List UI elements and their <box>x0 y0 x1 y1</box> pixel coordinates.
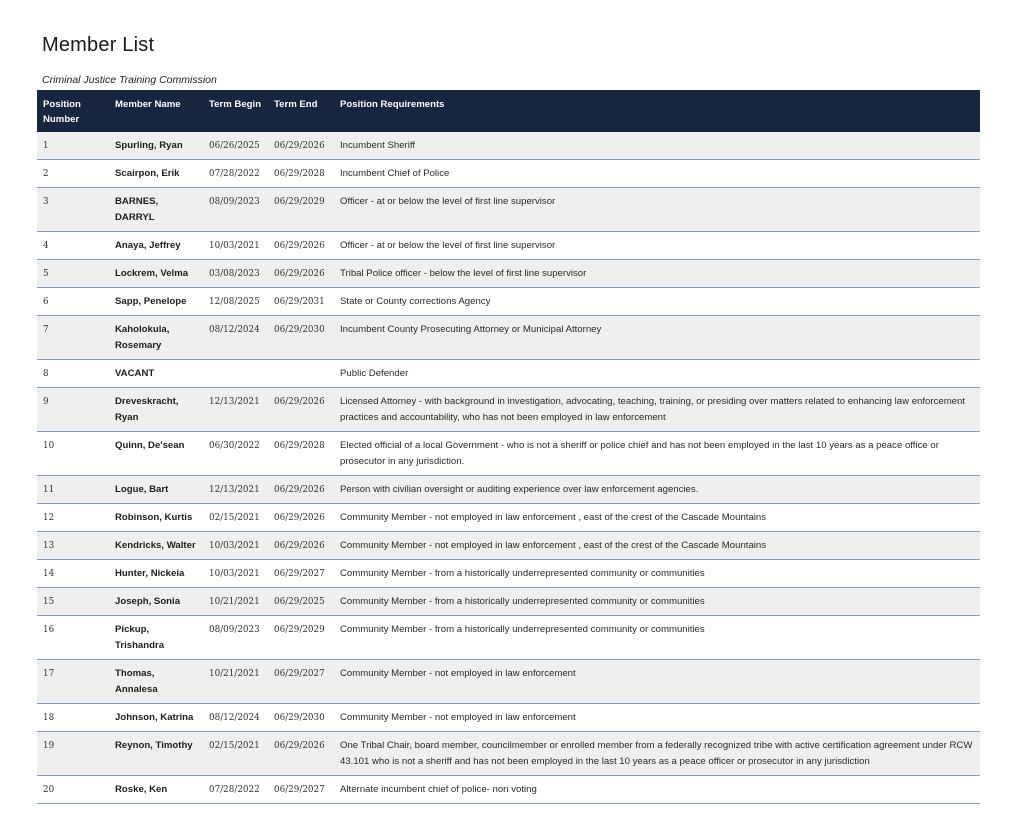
cell-position-requirements: Community Member - from a historically underrepresented community or communities <box>334 588 980 616</box>
cell-term-begin: 07/28/2022 <box>203 776 268 804</box>
cell-member-name: Thomas, Annalesa <box>109 660 203 704</box>
cell-position-requirements: Public Defender <box>334 360 980 388</box>
cell-term-begin: 06/30/2022 <box>203 432 268 476</box>
table-row <box>37 704 980 732</box>
cell-term-begin: 12/13/2021 <box>203 476 268 504</box>
table-row <box>37 432 980 476</box>
cell-term-begin <box>203 360 268 388</box>
cell-term-begin: 12/08/2025 <box>203 288 268 316</box>
cell-position-requirements: Person with civilian oversight or auditing experience over law enforcement agencies. <box>334 476 980 504</box>
cell-term-end: 06/29/2028 <box>268 432 334 476</box>
cell-term-end: 06/29/2030 <box>268 316 334 360</box>
cell-term-end: 06/29/2026 <box>268 732 334 776</box>
cell-position-requirements: Community Member - not employed in law enforcement <box>334 704 980 732</box>
header-term-end: Term End <box>268 90 334 132</box>
header-term-begin: Term Begin <box>203 90 268 132</box>
cell-position-number: 18 <box>37 704 109 732</box>
cell-position-requirements: Community Member - not employed in law enforcement , east of the crest of the Cascade Mountains <box>334 504 980 532</box>
table-row <box>37 660 980 704</box>
cell-member-name: Logue, Bart <box>109 476 203 504</box>
cell-term-begin: 08/12/2024 <box>203 704 268 732</box>
cell-term-begin: 10/21/2021 <box>203 588 268 616</box>
cell-position-requirements: Tribal Police officer - below the level of first line supervisor <box>334 260 980 288</box>
cell-position-number: 19 <box>37 732 109 776</box>
cell-position-requirements: Alternate incumbent chief of police- non voting <box>334 776 980 804</box>
cell-member-name: Quinn, De'sean <box>109 432 203 476</box>
cell-position-number: 12 <box>37 504 109 532</box>
table-row <box>37 288 980 316</box>
header-member-name: Member Name <box>109 90 203 132</box>
cell-term-end: 06/29/2031 <box>268 288 334 316</box>
cell-term-end <box>268 360 334 388</box>
cell-member-name: Scairpon, Erik <box>109 160 203 188</box>
cell-term-end: 06/29/2026 <box>268 388 334 432</box>
cell-position-requirements: Community Member - not employed in law enforcement <box>334 660 980 704</box>
cell-term-begin: 06/26/2025 <box>203 132 268 160</box>
cell-term-begin: 12/13/2021 <box>203 388 268 432</box>
cell-member-name: Spurling, Ryan <box>109 132 203 160</box>
cell-member-name: Reynon, Timothy <box>109 732 203 776</box>
cell-position-requirements: One Tribal Chair, board member, councilmember or enrolled member from a federally recognized tribe with active certification agreement under RCW 43.101 who is not a sheriff and has not been employed in the last 10 years as a peace officer or prosecutor in any jurisdiction <box>334 732 980 776</box>
cell-term-end: 06/29/2030 <box>268 704 334 732</box>
cell-term-end: 06/29/2026 <box>268 232 334 260</box>
cell-term-begin: 03/08/2023 <box>203 260 268 288</box>
cell-position-number: 14 <box>37 560 109 588</box>
cell-position-requirements: Incumbent County Prosecuting Attorney or Municipal Attorney <box>334 316 980 360</box>
cell-position-number: 7 <box>37 316 109 360</box>
header-position-requirements: Position Requirements <box>334 90 980 132</box>
table-row <box>37 160 980 188</box>
cell-position-number: 9 <box>37 388 109 432</box>
cell-position-number: 13 <box>37 532 109 560</box>
cell-term-begin: 08/09/2023 <box>203 188 268 232</box>
cell-term-begin: 10/03/2021 <box>203 560 268 588</box>
cell-position-requirements: Community Member - not employed in law enforcement , east of the crest of the Cascade Mountains <box>334 532 980 560</box>
table-row <box>37 232 980 260</box>
page-title: Member List <box>42 34 155 56</box>
cell-position-requirements: Officer - at or below the level of first line supervisor <box>334 188 980 232</box>
cell-term-end: 06/29/2026 <box>268 504 334 532</box>
table-body <box>37 132 980 804</box>
cell-member-name: Kaholokula, Rosemary <box>109 316 203 360</box>
cell-position-number: 3 <box>37 188 109 232</box>
cell-position-number: 4 <box>37 232 109 260</box>
cell-term-end: 06/29/2026 <box>268 260 334 288</box>
table-row <box>37 132 980 160</box>
cell-term-end: 06/29/2028 <box>268 160 334 188</box>
cell-term-end: 06/29/2026 <box>268 476 334 504</box>
cell-position-number: 2 <box>37 160 109 188</box>
cell-position-number: 20 <box>37 776 109 804</box>
table-row <box>37 732 980 776</box>
table-row <box>37 588 980 616</box>
cell-term-begin: 02/15/2021 <box>203 504 268 532</box>
table-row <box>37 188 980 232</box>
cell-member-name: Dreveskracht, Ryan <box>109 388 203 432</box>
cell-term-end: 06/29/2029 <box>268 188 334 232</box>
cell-position-number: 11 <box>37 476 109 504</box>
cell-member-name: Sapp, Penelope <box>109 288 203 316</box>
cell-member-name: VACANT <box>109 360 203 388</box>
cell-term-end: 06/29/2027 <box>268 660 334 704</box>
table-row <box>37 476 980 504</box>
cell-term-begin: 10/03/2021 <box>203 532 268 560</box>
cell-term-end: 06/29/2029 <box>268 616 334 660</box>
table-row <box>37 532 980 560</box>
cell-position-requirements: Officer - at or below the level of first line supervisor <box>334 232 980 260</box>
cell-term-end: 06/29/2026 <box>268 132 334 160</box>
cell-member-name: Anaya, Jeffrey <box>109 232 203 260</box>
table-header <box>37 90 980 132</box>
cell-position-number: 1 <box>37 132 109 160</box>
cell-member-name: Robinson, Kurtis <box>109 504 203 532</box>
cell-position-requirements: Community Member - from a historically underrepresented community or communities <box>334 616 980 660</box>
cell-member-name: Johnson, Katrina <box>109 704 203 732</box>
cell-term-end: 06/29/2025 <box>268 588 334 616</box>
cell-position-requirements: State or County corrections Agency <box>334 288 980 316</box>
cell-term-begin: 10/21/2021 <box>203 660 268 704</box>
cell-member-name: Lockrem, Velma <box>109 260 203 288</box>
cell-term-begin: 07/28/2022 <box>203 160 268 188</box>
table-row <box>37 776 980 804</box>
cell-member-name: Kendricks, Walter <box>109 532 203 560</box>
table-row <box>37 616 980 660</box>
table-row <box>37 316 980 360</box>
cell-member-name: Roske, Ken <box>109 776 203 804</box>
cell-term-begin: 10/03/2021 <box>203 232 268 260</box>
cell-member-name: Pickup, Trishandra <box>109 616 203 660</box>
table-row <box>37 560 980 588</box>
cell-position-number: 16 <box>37 616 109 660</box>
cell-term-end: 06/29/2027 <box>268 560 334 588</box>
table-caption: Criminal Justice Training Commission <box>42 74 217 86</box>
table-row <box>37 388 980 432</box>
cell-position-requirements: Community Member - from a historically underrepresented community or communities <box>334 560 980 588</box>
cell-position-requirements: Incumbent Chief of Police <box>334 160 980 188</box>
cell-term-end: 06/29/2026 <box>268 532 334 560</box>
header-row <box>37 90 980 132</box>
cell-position-requirements: Licensed Attorney - with background in investigation, advocating, teaching, training, or presiding over matters related to enhancing law enforcement practices and accountability, who has not been employed in law enforcement <box>334 388 980 432</box>
cell-term-begin: 02/15/2021 <box>203 732 268 776</box>
table-row <box>37 260 980 288</box>
cell-term-end: 06/29/2027 <box>268 776 334 804</box>
cell-position-number: 10 <box>37 432 109 476</box>
cell-position-requirements: Incumbent Sheriff <box>334 132 980 160</box>
cell-position-number: 15 <box>37 588 109 616</box>
cell-member-name: Hunter, Nickeia <box>109 560 203 588</box>
header-position-number: Position Number <box>37 90 109 132</box>
cell-member-name: Joseph, Sonia <box>109 588 203 616</box>
cell-term-begin: 08/09/2023 <box>203 616 268 660</box>
cell-position-number: 8 <box>37 360 109 388</box>
member-table <box>37 90 980 804</box>
table-row <box>37 504 980 532</box>
cell-position-number: 17 <box>37 660 109 704</box>
table-row <box>37 360 980 388</box>
cell-member-name: BARNES, DARRYL <box>109 188 203 232</box>
cell-position-number: 5 <box>37 260 109 288</box>
cell-position-number: 6 <box>37 288 109 316</box>
cell-position-requirements: Elected official of a local Government - who is not a sheriff or police chief and has not been employed in the last 10 years as a peace office or prosecutor in any jurisdiction. <box>334 432 980 476</box>
cell-term-begin: 08/12/2024 <box>203 316 268 360</box>
